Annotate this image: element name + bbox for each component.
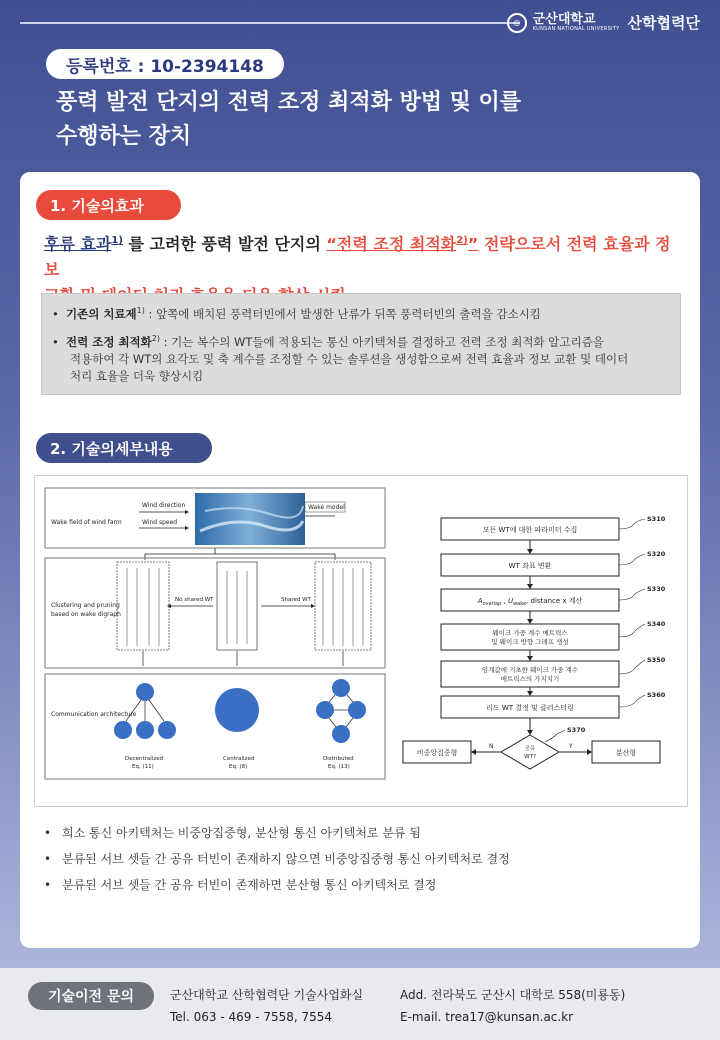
- wake-field-image: [195, 493, 305, 545]
- footer: [0, 968, 720, 1040]
- flow-text-s360: 리드 WT 결정 및 클러스터링: [486, 704, 574, 712]
- label-communication-architecture: Communication architecture: [51, 711, 137, 718]
- section2-bullets: [44, 820, 684, 898]
- step-label-s350: S350: [647, 656, 666, 664]
- step-label-s370: S370: [567, 726, 586, 734]
- label-no-shared-wt: No shared WT: [175, 597, 214, 603]
- page-title: [56, 86, 656, 154]
- flow-text-s340b: 및 웨이크 방향 그래프 생성: [491, 638, 569, 646]
- definition-text-1: : 앞쪽에 배치된 풍력터빈에서 발생한 난류가 뒤쪽 풍력터빈의 출력을 감소시킴: [144, 306, 541, 321]
- label-decentralized-eq: Eq. (11): [132, 764, 154, 770]
- flow-text-s310: 모든 WT에 대한 파라미터 수집: [482, 526, 578, 534]
- definition-item-2: • 전력 조정 최적화$^{2)}$ : 기는 복수의 WT들에 적용되는 통신 아키텍처를 결정하고 전력 조정 최적화 알고리즘을 적용하여 각 WT의 요각도 및 축 계수를 조정할 수 있는 솔루션을 생성함으로써 전력 효율과 정보 교환 및 데이터 처리 효율을 더욱 향상시킴: [52, 330, 672, 385]
- flow-diamond-text-b: WT?: [524, 754, 536, 760]
- footer-tel: Tel. 063 - 469 - 7558, 7554: [170, 1010, 333, 1024]
- flow-text-s320: WT 좌표 변환: [508, 562, 552, 570]
- definition-box: [41, 293, 681, 395]
- flow-text-distributed: 분산형: [615, 749, 637, 757]
- bullet-item: • 희소 통신 아키텍처는 비중앙집중형, 분산형 통신 아키텍처로 분류 됨: [44, 826, 421, 840]
- university-name-en: KUNSAN NATIONAL UNIVERSITY: [532, 26, 620, 32]
- flow-text-s350b: 메트릭스의 가지치기: [500, 675, 560, 683]
- node-centralized: [215, 688, 259, 732]
- figure-panel: [34, 475, 688, 807]
- label-wake-field: Wake field of wind farm: [51, 519, 122, 526]
- footer-address: Add. 전라북도 군산시 대학로 558(미룡동): [400, 988, 626, 1002]
- bullet-item: • 분류된 서브 셋들 간 공유 터빈이 존재하지 않으면 비중앙집중형 통신 아키텍처로 결정: [44, 852, 510, 866]
- registration-number: 등록번호 : 10-2394148: [46, 49, 284, 79]
- flow-text-s340a: 웨이크 가중 계수 메트릭스: [492, 629, 568, 637]
- definition-term-1: 기존의 치료제: [66, 306, 137, 321]
- label-distributed: Distributed: [323, 756, 354, 762]
- node-distrib-top: [332, 679, 350, 697]
- label-shared-wt: Shared WT: [281, 597, 311, 603]
- flow-diamond-text-a: 공유: [524, 746, 536, 752]
- definition-text-2c: 처리 효율을 더욱 향상시킴: [70, 368, 204, 383]
- step-label-s330: S330: [647, 585, 666, 593]
- content-card: [20, 172, 700, 948]
- flow-text-decentralized: 비중앙집중형: [416, 749, 458, 757]
- flow-text-s350a: 임계값에 기초한 웨이크 가중 계수: [481, 666, 579, 674]
- flow-text-s330: $A_{overlap}$ , $U_{wake}$, distance x 계산: [477, 597, 583, 607]
- lead-term-end: ”: [467, 234, 479, 254]
- node-decentral-mid: [136, 721, 154, 739]
- flow-box-s350: [441, 661, 619, 687]
- bullet-text-3: 분류된 서브 셋들 간 공유 터빈이 존재하면 분산형 통신 아키텍처로 결정: [62, 878, 437, 892]
- flowchart: [403, 515, 666, 769]
- step-label-s310: S310: [647, 515, 666, 523]
- definition-item-1: • 기존의 치료제$^{1)}$ : 앞쪽에 배치된 풍력터빈에서 발생한 난류가 뒤쪽 풍력터빈의 출력을 감소시킴: [52, 306, 541, 321]
- definition-text-2: : 기는 복수의 WT들에 적용되는 통신 아키텍처를 결정하고 전력 조정 최적화 알고리즘을: [160, 334, 604, 349]
- lead-sup-2: 2): [456, 235, 468, 246]
- step-label-s360: S360: [647, 691, 666, 699]
- node-decentral-left: [114, 721, 132, 739]
- footer-org: 군산대학교 산학협력단 기술사업화실: [170, 988, 364, 1002]
- lead-sup-1: 1): [111, 235, 123, 246]
- university-name: 군산대학교: [532, 12, 596, 27]
- bullet-text-2: 분류된 서브 셋들 간 공유 터빈이 존재하지 않으면 비중앙집중형 통신 아키텍처로 결정: [62, 852, 510, 866]
- step-label-s320: S320: [647, 550, 666, 558]
- footer-email[interactable]: E-mail. trea17@kunsan.ac.kr: [400, 1010, 574, 1024]
- label-centralized: Centralized: [223, 756, 255, 762]
- header-rule: [20, 22, 520, 24]
- node-decentral-root: [136, 683, 154, 701]
- label-clustering-2: based on wake digraph: [51, 611, 121, 618]
- label-wake-model: Wake model: [308, 504, 345, 511]
- node-distrib-left: [316, 701, 334, 719]
- title-line-1: 풍력 발전 단지의 전력 조정 최적화 방법 및 이를: [56, 90, 522, 115]
- bullet-text-1: 희소 통신 아키텍처는 비중앙집중형, 분산형 통신 아키텍처로 분류 됨: [62, 826, 421, 840]
- left-architecture-diagram: [45, 488, 385, 779]
- definition-sup-2: 2): [151, 334, 160, 343]
- section1-label: 1. 기술의효과: [36, 190, 181, 220]
- flow-diamond-s370: [501, 735, 559, 769]
- contact-label: 기술이전 문의: [28, 982, 154, 1010]
- flow-box-s340: [441, 624, 619, 650]
- node-distrib-bottom: [332, 725, 350, 743]
- lead-term-optim: “전력 조정 최적화: [326, 234, 457, 254]
- node-decentral-right: [158, 721, 176, 739]
- label-centralized-eq: Eq. (8): [229, 764, 248, 770]
- brand-logo: [507, 12, 700, 33]
- label-clustering-1: Clustering and pruning: [51, 602, 120, 609]
- university-seal-icon: ◎: [507, 13, 527, 33]
- label-decentralized: Decentralized: [125, 756, 164, 762]
- definition-sup-1: 1): [136, 306, 145, 315]
- lead-rest-1: 전략으로서 전력 효율과 정보: [44, 234, 671, 280]
- technical-diagram: [35, 476, 687, 806]
- organization-name: 산학협력단: [627, 14, 700, 32]
- label-wind-direction: Wind direction: [142, 502, 186, 509]
- title-line-2: 수행하는 장치: [56, 124, 192, 149]
- label-wind-speed: Wind speed: [142, 519, 178, 526]
- node-distrib-right: [348, 701, 366, 719]
- lead-mid: 를 고려한 풍력 발전 단지의: [122, 234, 327, 254]
- flow-label-no: N: [489, 743, 494, 750]
- flow-label-yes: Y: [569, 743, 573, 750]
- label-distributed-eq: Eq. (13): [328, 764, 350, 770]
- definition-text-2b: 적용하여 각 WT의 요각도 및 축 계수를 조정할 수 있는 솔루션을 생성함으로써 전력 효율과 정보 교환 및 데이터: [70, 351, 629, 366]
- step-label-s340: S340: [647, 620, 666, 628]
- section2-label: 2. 기술의세부내용: [36, 433, 212, 463]
- lead-term-wake: 후류 효과: [44, 234, 112, 254]
- definition-term-2: 전력 조정 최적화: [66, 334, 152, 349]
- bullet-item: • 분류된 서브 셋들 간 공유 터빈이 존재하면 분산형 통신 아키텍처로 결정: [44, 878, 437, 892]
